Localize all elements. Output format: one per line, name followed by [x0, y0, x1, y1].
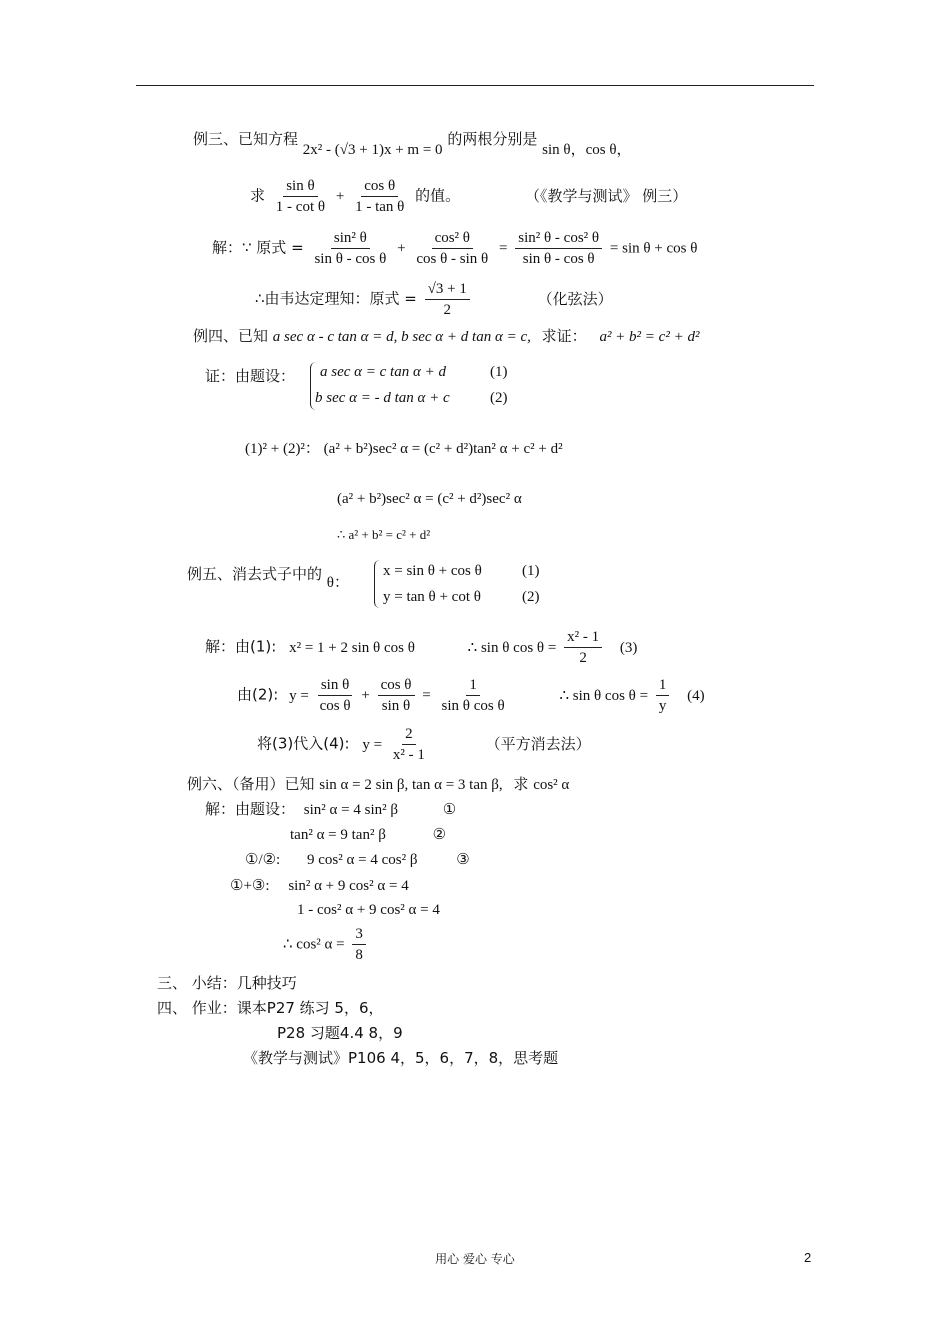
ex6-step2-eq: tan² α = 9 tan² β — [290, 827, 386, 843]
homework-line1: 四、 作业：课本P27 练习 5，6， — [157, 999, 384, 1017]
ex6-target: cos² α — [533, 777, 570, 793]
ex3-label: 例三、已知方程 — [193, 130, 299, 148]
ex4-system-eq1-num: (1) — [490, 364, 508, 380]
ex5-system-eq1: x = sin θ + cos θ — [383, 563, 482, 579]
ex5-step2: 由(2): y = $\frac{\text{sin θ}}{\text{cos θ}}$ + $\frac{\text{cos θ}}{\text{sin θ}}$ = $\frac{1}{\text{sin θ cos θ}}$ ∴ sin θ cos θ = $\frac{1}{y}$ (4) — [237, 677, 705, 714]
ex5-step2-label: 由(2): — [237, 685, 279, 704]
ex4-prove: 求证： — [541, 327, 587, 345]
ex6-step5-eq: 1 - cos² α + 9 cos² α = 4 — [297, 902, 440, 918]
ex3-frac1: $\frac{\text{sin θ}}{\text{1 - cot θ}}$ — [275, 178, 326, 215]
ex3-frac2: $\frac{\text{cos θ}}{\text{1 - tan θ}}$ — [355, 178, 405, 215]
ex3-sol-frac3: $\frac{\text{sin² θ - cos² θ}}{\text{sin θ - cos θ}}$ — [515, 229, 602, 268]
ex3-sol-frac1: $\frac{\text{sin² θ}}{\text{sin θ - cos θ}}$ — [314, 230, 387, 267]
ex6-ask: 求 — [513, 775, 529, 793]
ex6-step6-lhs: ∴ cos² α = — [283, 936, 345, 953]
ex5-step1 — [205, 628, 637, 667]
ex4-condition: a sec α - c tan α = d, b sec α + d tan α = c, — [272, 329, 531, 345]
ex5-step1-num: (3) — [619, 639, 638, 656]
page-number: 2 — [804, 1250, 812, 1265]
ex5-step1-label: 解：由(1): — [205, 637, 277, 656]
ex5-brace — [374, 560, 380, 608]
ex4-step1: (1)² + (2)²： (a² + b²)sec² α = (c² + d²)tan² α + c² + d² — [245, 441, 563, 457]
ex5-step1-eq: x² = 1 + 2 sin θ cos θ — [289, 639, 415, 656]
ex6-line1 — [187, 774, 569, 795]
ex4-step2: (a² + b²)sec² α = (c² + d²)sec² α — [337, 491, 522, 507]
ex4-step3: ∴ a² + b² = c² + d² — [337, 527, 431, 542]
ex3-sol-result: = sin θ + cos θ — [609, 240, 698, 257]
ex5-step2-frac1: $\frac{\text{sin θ}}{\text{cos θ}}$ — [319, 677, 351, 714]
page-footer: 用心 爱心 专心 — [435, 1252, 515, 1266]
ex3-solution: 解：∵ 原式 = $\frac{\text{sin² θ}}{\text{sin θ - cos θ}}$ + $\frac{\text{cos² θ}}{\text{cos θ - sin θ}}$ = $\frac{\text{sin² θ - cos² θ}}{\text{sin θ - cos θ}}$ = sin θ + cos θ — [212, 230, 698, 267]
ex6-step1-eq: sin² α = 4 sin² β — [303, 802, 399, 818]
ex5-step3-frac: $\frac{2}{\text{x² - 1}}$ — [392, 726, 425, 763]
ex6-step2 — [290, 824, 446, 845]
ex3-qiu: 求 — [250, 186, 266, 205]
summary-heading: 三、 小结：几种技巧 — [157, 974, 297, 992]
ex5-label-line — [187, 564, 349, 591]
ex6-step3-label: ①/②: — [245, 852, 281, 868]
ex6-step3-eq: 9 cos² α = 4 cos² β — [307, 852, 418, 868]
ex3-reference: （《教学与测试》 例三） — [524, 186, 688, 205]
ex4-proof-label: 证：由题设： — [205, 367, 296, 385]
ex5-step2-num: (4) — [687, 687, 705, 704]
ex6-step1-label: 解：由题设： — [205, 800, 296, 818]
ex4-system-eq2-num: (2) — [490, 390, 508, 406]
ex3-vieta-label: ∴由韦达定理知：原式 = — [255, 289, 417, 308]
ex5-step1-therefore: ∴ sin θ cos θ = — [467, 639, 557, 656]
ex5-step1-frac: $\frac{\text{x² - 1}}{2}$ — [564, 628, 602, 667]
ex6-step6 — [283, 925, 369, 964]
ex6-step2-num: ② — [432, 827, 447, 843]
ex4-system-eq2: b sec α = - d tan α + c — [315, 390, 450, 406]
ex5-method: （平方消去法） — [485, 734, 591, 753]
ex6-step3-num: ③ — [456, 852, 470, 868]
ex5-system-eq1-num: (1) — [522, 563, 540, 579]
ex3-tail: 的值。 — [415, 186, 461, 205]
ex6-step1-num: ① — [442, 802, 457, 818]
ex6-step1 — [205, 799, 456, 820]
ex5-step2-therefore: ∴ sin θ cos θ = — [559, 687, 649, 704]
ex3-solution-label: 解：∵ 原式 = — [212, 238, 304, 257]
ex6-step3 — [245, 849, 470, 870]
ex5-step2-frac3: $\frac{1}{\text{sin θ cos θ}}$ — [441, 677, 505, 714]
ex5-system-eq2-num: (2) — [522, 589, 540, 605]
ex6-condition: sin α = 2 sin β, tan α = 3 tan β, — [319, 777, 503, 793]
ex3-roots: sin θ，cos θ， — [542, 142, 632, 158]
ex6-label: 例六、（备用）已知 — [187, 775, 315, 793]
homework-line2: P28 习题4.4 8，9 — [277, 1024, 403, 1042]
ex3-line2: 求 $\frac{\text{sin θ}}{\text{1 - cot θ}}$ + $\frac{\text{cos θ}}{\text{1 - tan θ}}$ 的值。 （《教学与测试》 例三） — [250, 178, 688, 215]
ex4-line1 — [193, 326, 699, 347]
ex3-mid-text: 的两根分别是 — [447, 130, 538, 148]
ex6-step4 — [230, 875, 409, 896]
header-rule — [136, 85, 814, 86]
ex5-step3: 将(3)代入(4): y = $\frac{2}{\text{x² - 1}}$ （平方消去法） — [257, 726, 591, 763]
ex5-system-eq2: y = tan θ + cot θ — [383, 589, 481, 605]
homework-line3: 《教学与测试》P106 4，5，6，7，8，思考题 — [243, 1049, 559, 1067]
ex5-theta: θ： — [326, 575, 349, 591]
ex3-vieta — [255, 280, 613, 319]
ex6-step6-frac: $\frac{3}{8}$ — [352, 925, 366, 964]
ex5-label: 例五、消去式子中的 — [187, 565, 323, 583]
ex3-vieta-frac: $\frac{√3 + 1}{2}$ — [425, 280, 470, 319]
ex6-step4-label: ①+③: — [230, 878, 270, 894]
ex3-sol-frac2: $\frac{\text{cos² θ}}{\text{cos θ - sin θ}}$ — [416, 230, 489, 267]
ex3-line1 — [193, 129, 632, 158]
ex5-step2-frac2: $\frac{\text{cos θ}}{\text{sin θ}}$ — [378, 676, 415, 715]
ex5-step2-frac4: $\frac{1}{y}$ — [656, 676, 670, 715]
ex4-goal: a² + b² = c² + d² — [599, 329, 700, 345]
ex4-system-eq1: a sec α = c tan α + d — [320, 364, 446, 380]
ex5-step3-label: 将(3)代入(4): — [257, 734, 350, 753]
ex3-method: （化弦法） — [537, 289, 613, 308]
ex4-label: 例四、已知 — [193, 327, 269, 345]
ex6-step4-eq: sin² α + 9 cos² α = 4 — [288, 878, 409, 894]
ex3-equation: 2x² - (√3 + 1)x + m = 0 — [302, 142, 443, 158]
